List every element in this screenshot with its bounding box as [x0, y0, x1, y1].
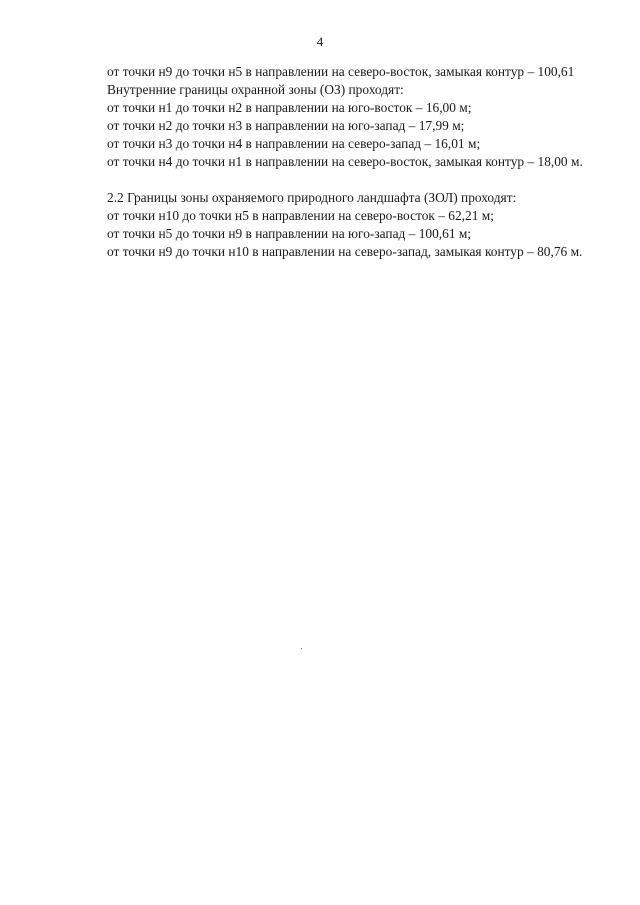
paragraph-oz-inner-n4-n1: от точки н4 до точки н1 в направлении на северо-восток, замыкая контур – 18,00 м. — [107, 154, 583, 169]
paragraph-oz-inner-n1-n2: от точки н1 до точки н2 в направлении на юго-восток – 16,00 м; — [107, 100, 472, 115]
paragraph-oz-inner-heading: Внутренние границы охранной зоны (ОЗ) проходят: — [107, 82, 404, 97]
scan-speck — [301, 648, 302, 649]
page-number: 4 — [316, 34, 324, 49]
paragraph-oz-inner-n2-n3: от точки н2 до точки н3 в направлении на юго-запад – 17,99 м; — [107, 118, 465, 133]
paragraph-zol-n5-n9: от точки н5 до точки н9 в направлении на юго-запад – 100,61 м; — [107, 226, 472, 241]
section-heading-zol: 2.2 Границы зоны охраняемого природного ландшафта (ЗОЛ) проходят: — [107, 190, 517, 205]
paragraph-oz-outer-closing: от точки н9 до точки н5 в направлении на северо-восток, замыкая контур – 100,61 — [107, 64, 575, 79]
paragraph-zol-n10-n5: от точки н10 до точки н5 в направлении на северо-восток – 62,21 м; — [107, 208, 494, 223]
paragraph-oz-inner-n3-n4: от точки н3 до точки н4 в направлении на северо-запад – 16,01 м; — [107, 136, 481, 151]
paragraph-zol-n9-n10: от точки н9 до точки н10 в направлении на северо-запад, замыкая контур – 80,76 м. — [107, 244, 583, 259]
document-body — [98, 63, 601, 261]
